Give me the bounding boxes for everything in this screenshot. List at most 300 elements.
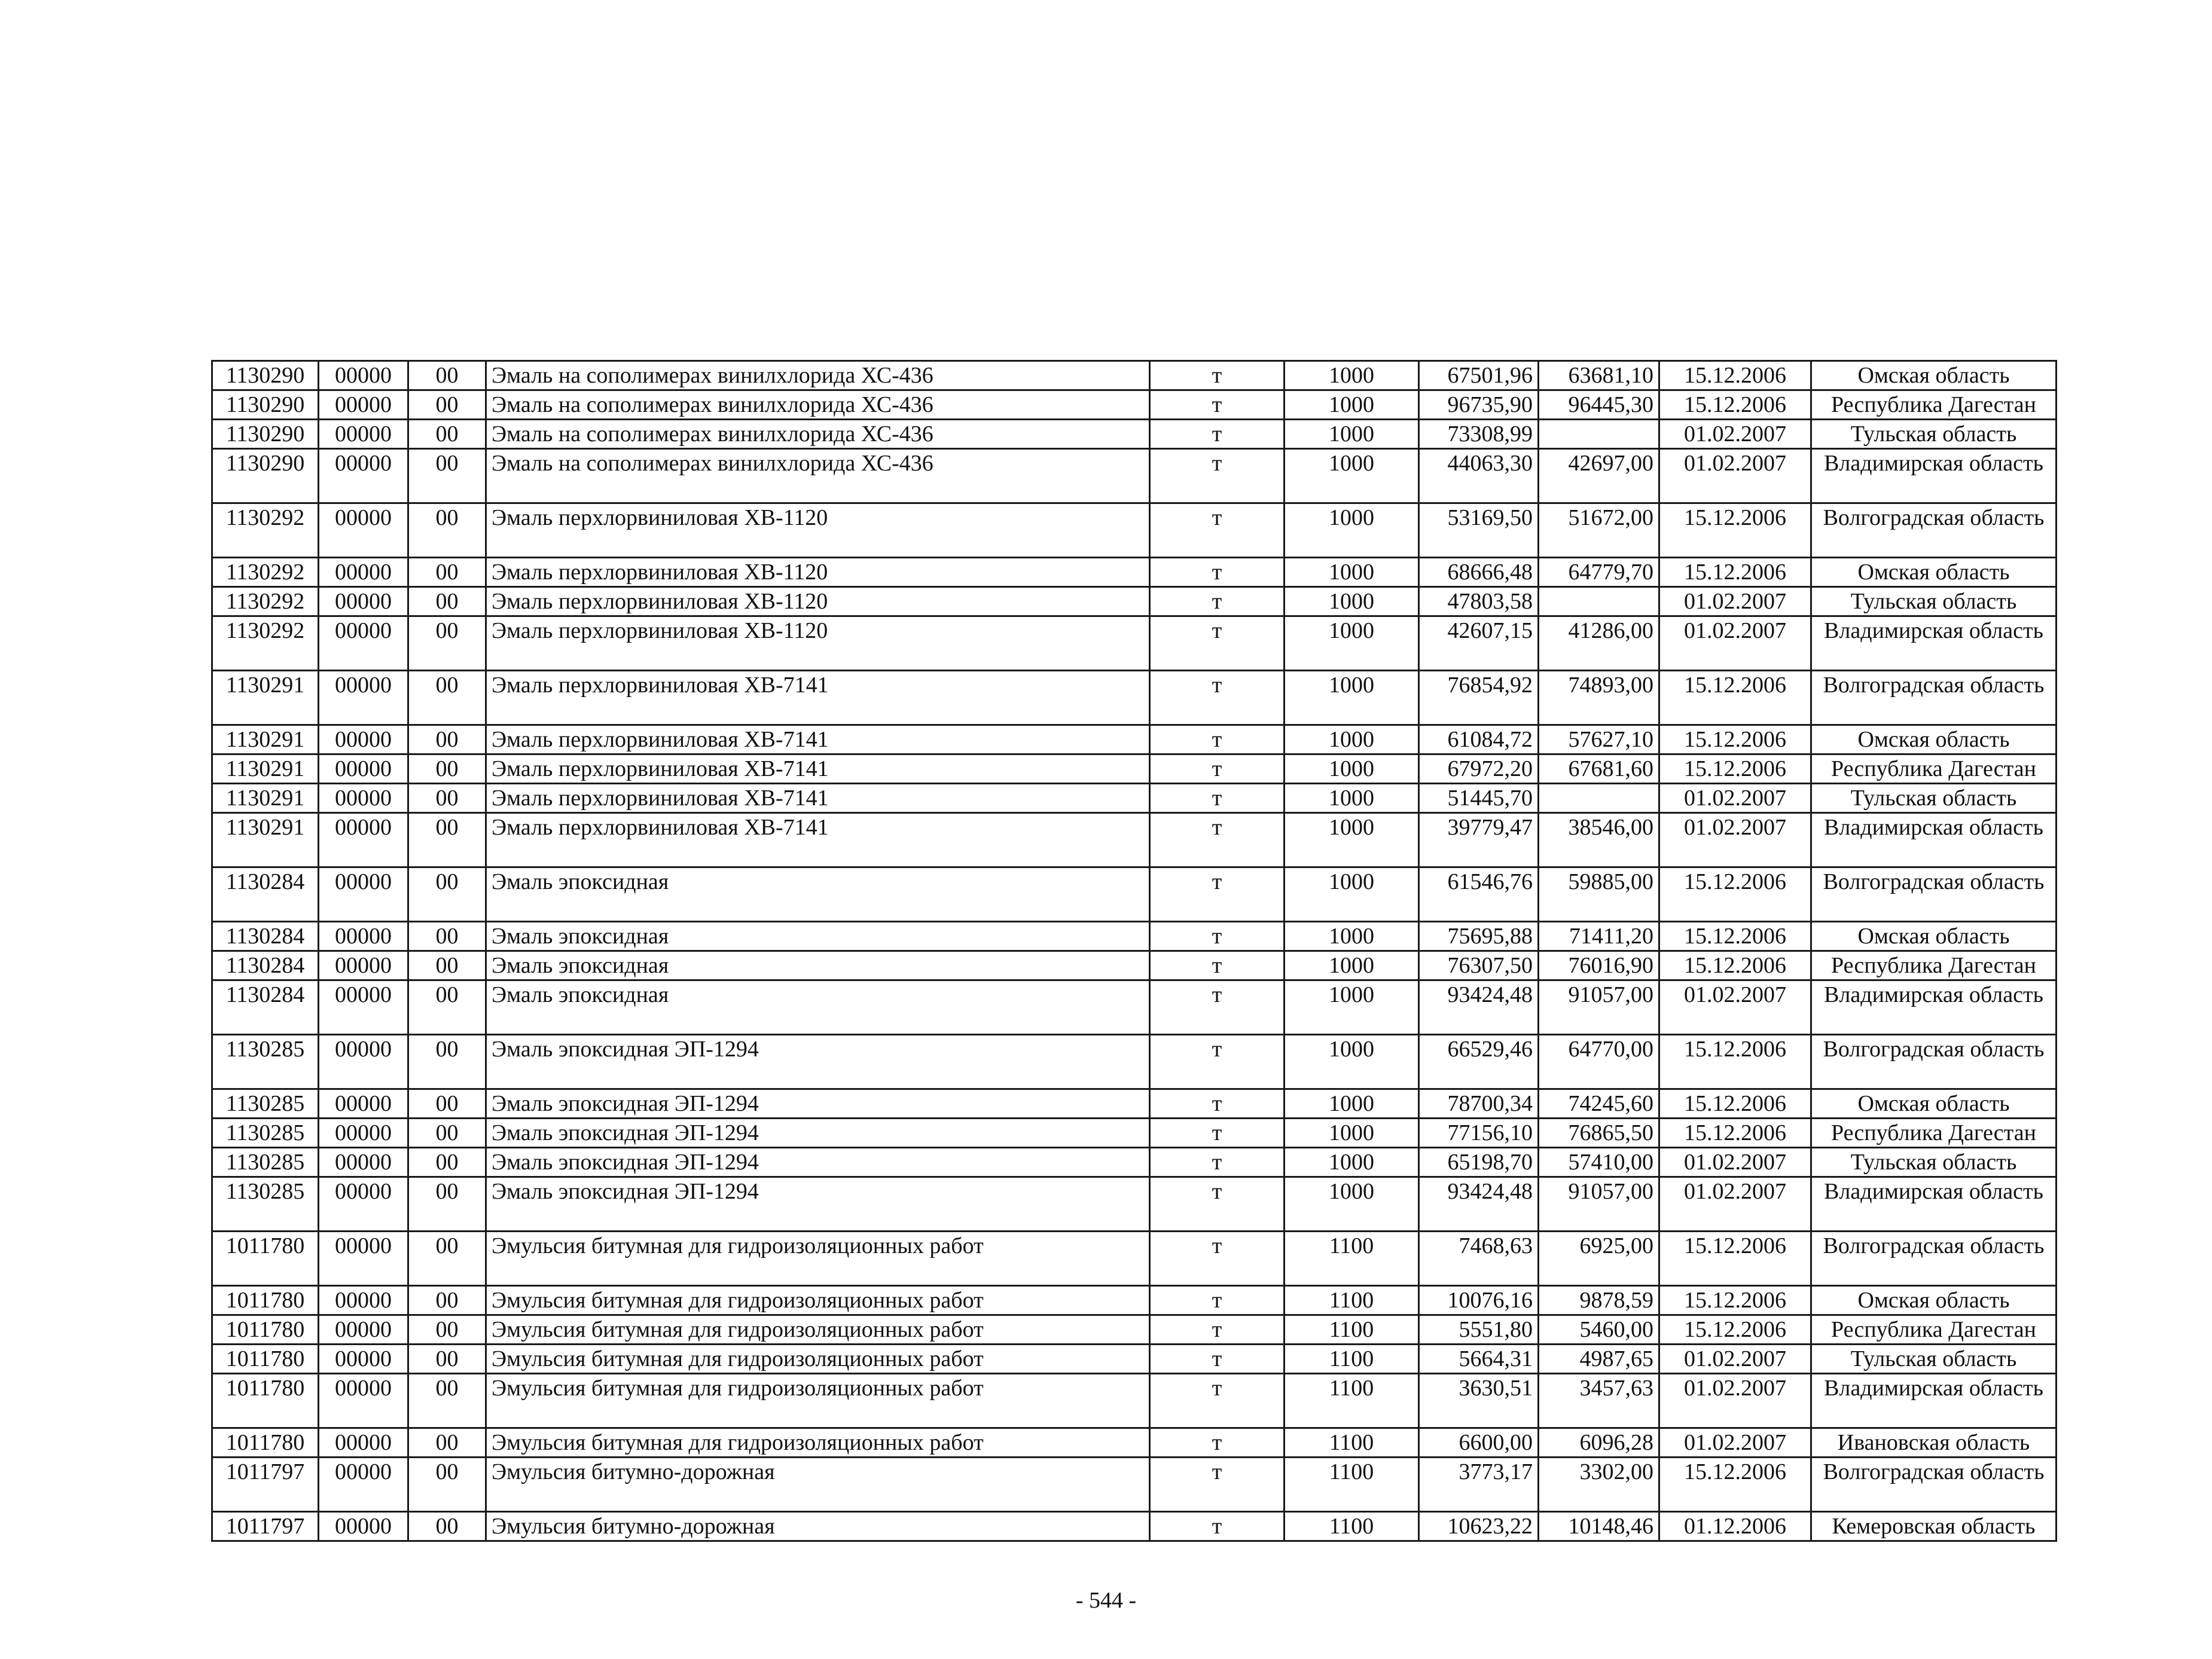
price-cell: 59885,00 xyxy=(1539,867,1659,922)
product-code-cell: 1130285 xyxy=(212,1089,319,1119)
quantity-cell: 1000 xyxy=(1285,980,1419,1035)
extension-cell: 00 xyxy=(408,1119,486,1148)
region-cell: Республика Дагестан xyxy=(1811,1315,2057,1345)
product-name-cell: Эмаль перхлорвиниловая ХВ-1120 xyxy=(486,616,1150,671)
unit-cell: т xyxy=(1150,390,1285,420)
extension-cell: 00 xyxy=(408,725,486,754)
product-code-cell: 1130290 xyxy=(212,449,319,503)
region-cell: Владимирская область xyxy=(1811,980,2057,1035)
region-cell: Волгоградская область xyxy=(1811,503,2057,558)
price-cell: 3302,00 xyxy=(1539,1458,1659,1512)
date-cell: 15.12.2006 xyxy=(1659,1035,1811,1089)
price-cell: 74893,00 xyxy=(1539,671,1659,725)
region-cell: Республика Дагестан xyxy=(1811,754,2057,784)
subcode-cell: 00000 xyxy=(319,1035,408,1089)
extension-cell: 00 xyxy=(408,616,486,671)
quantity-cell: 1100 xyxy=(1285,1286,1419,1315)
region-cell: Омская область xyxy=(1811,725,2057,754)
extension-cell: 00 xyxy=(408,1232,486,1286)
price-with-vat-cell: 66529,46 xyxy=(1419,1035,1539,1089)
date-cell: 15.12.2006 xyxy=(1659,1089,1811,1119)
table-row xyxy=(212,867,2057,922)
date-cell: 01.02.2007 xyxy=(1659,616,1811,671)
region-cell: Тульская область xyxy=(1811,420,2057,449)
price-cell: 5460,00 xyxy=(1539,1315,1659,1345)
product-name-cell: Эмульсия битумная для гидроизоляционных работ xyxy=(486,1232,1150,1286)
price-with-vat-cell: 3630,51 xyxy=(1419,1374,1539,1428)
price-cell: 64779,70 xyxy=(1539,558,1659,587)
product-name-cell: Эмаль эпоксидная xyxy=(486,867,1150,922)
product-name-cell: Эмульсия битумно-дорожная xyxy=(486,1458,1150,1512)
region-cell: Омская область xyxy=(1811,558,2057,587)
product-name-cell: Эмаль перхлорвиниловая ХВ-7141 xyxy=(486,725,1150,754)
date-cell: 15.12.2006 xyxy=(1659,1286,1811,1315)
date-cell: 15.12.2006 xyxy=(1659,951,1811,980)
price-cell: 10148,46 xyxy=(1539,1512,1659,1541)
table-row xyxy=(212,1512,2057,1541)
product-code-cell: 1130291 xyxy=(212,784,319,813)
table-row xyxy=(212,503,2057,558)
unit-cell: т xyxy=(1150,1374,1285,1428)
table-row xyxy=(212,361,2057,390)
unit-cell: т xyxy=(1150,361,1285,390)
extension-cell: 00 xyxy=(408,1315,486,1345)
price-with-vat-cell: 78700,34 xyxy=(1419,1089,1539,1119)
subcode-cell: 00000 xyxy=(319,1315,408,1345)
date-cell: 15.12.2006 xyxy=(1659,922,1811,951)
date-cell: 15.12.2006 xyxy=(1659,1119,1811,1148)
product-name-cell: Эмульсия битумная для гидроизоляционных работ xyxy=(486,1428,1150,1458)
region-cell: Республика Дагестан xyxy=(1811,390,2057,420)
extension-cell: 00 xyxy=(408,1512,486,1541)
date-cell: 15.12.2006 xyxy=(1659,754,1811,784)
price-cell: 57410,00 xyxy=(1539,1148,1659,1177)
price-cell xyxy=(1539,420,1659,449)
table-row xyxy=(212,1315,2057,1345)
quantity-cell: 1000 xyxy=(1285,361,1419,390)
table-row xyxy=(212,1428,2057,1458)
quantity-cell: 1000 xyxy=(1285,558,1419,587)
extension-cell: 00 xyxy=(408,922,486,951)
price-cell: 76865,50 xyxy=(1539,1119,1659,1148)
subcode-cell: 00000 xyxy=(319,754,408,784)
date-cell: 01.02.2007 xyxy=(1659,784,1811,813)
date-cell: 01.02.2007 xyxy=(1659,1428,1811,1458)
extension-cell: 00 xyxy=(408,813,486,867)
subcode-cell: 00000 xyxy=(319,558,408,587)
region-cell: Владимирская область xyxy=(1811,1177,2057,1232)
table-row xyxy=(212,951,2057,980)
quantity-cell: 1000 xyxy=(1285,449,1419,503)
date-cell: 01.02.2007 xyxy=(1659,449,1811,503)
subcode-cell: 00000 xyxy=(319,587,408,616)
region-cell: Волгоградская область xyxy=(1811,1458,2057,1512)
price-with-vat-cell: 61084,72 xyxy=(1419,725,1539,754)
price-with-vat-cell: 96735,90 xyxy=(1419,390,1539,420)
price-with-vat-cell: 65198,70 xyxy=(1419,1148,1539,1177)
unit-cell: т xyxy=(1150,1119,1285,1148)
extension-cell: 00 xyxy=(408,1089,486,1119)
quantity-cell: 1100 xyxy=(1285,1458,1419,1512)
price-with-vat-cell: 76307,50 xyxy=(1419,951,1539,980)
product-name-cell: Эмаль эпоксидная ЭП-1294 xyxy=(486,1177,1150,1232)
extension-cell: 00 xyxy=(408,671,486,725)
unit-cell: т xyxy=(1150,1089,1285,1119)
subcode-cell: 00000 xyxy=(319,449,408,503)
product-name-cell: Эмаль эпоксидная xyxy=(486,951,1150,980)
subcode-cell: 00000 xyxy=(319,616,408,671)
region-cell: Владимирская область xyxy=(1811,1374,2057,1428)
price-with-vat-cell: 5551,80 xyxy=(1419,1315,1539,1345)
table-row xyxy=(212,922,2057,951)
product-code-cell: 1130290 xyxy=(212,420,319,449)
unit-cell: т xyxy=(1150,1315,1285,1345)
unit-cell: т xyxy=(1150,754,1285,784)
quantity-cell: 1000 xyxy=(1285,616,1419,671)
date-cell: 01.02.2007 xyxy=(1659,980,1811,1035)
date-cell: 15.12.2006 xyxy=(1659,725,1811,754)
extension-cell: 00 xyxy=(408,867,486,922)
product-code-cell: 1011797 xyxy=(212,1458,319,1512)
price-cell: 91057,00 xyxy=(1539,1177,1659,1232)
date-cell: 15.12.2006 xyxy=(1659,390,1811,420)
product-name-cell: Эмульсия битумная для гидроизоляционных работ xyxy=(486,1345,1150,1374)
date-cell: 01.02.2007 xyxy=(1659,1148,1811,1177)
table-row xyxy=(212,725,2057,754)
price-cell: 63681,10 xyxy=(1539,361,1659,390)
unit-cell: т xyxy=(1150,1148,1285,1177)
date-cell: 15.12.2006 xyxy=(1659,1232,1811,1286)
region-cell: Владимирская область xyxy=(1811,616,2057,671)
price-cell: 3457,63 xyxy=(1539,1374,1659,1428)
subcode-cell: 00000 xyxy=(319,922,408,951)
product-name-cell: Эмаль перхлорвиниловая ХВ-1120 xyxy=(486,503,1150,558)
price-with-vat-cell: 77156,10 xyxy=(1419,1119,1539,1148)
subcode-cell: 00000 xyxy=(319,1177,408,1232)
product-name-cell: Эмаль перхлорвиниловая ХВ-7141 xyxy=(486,813,1150,867)
table-row xyxy=(212,1286,2057,1315)
product-name-cell: Эмаль эпоксидная ЭП-1294 xyxy=(486,1035,1150,1089)
quantity-cell: 1000 xyxy=(1285,1119,1419,1148)
date-cell: 01.02.2007 xyxy=(1659,1374,1811,1428)
quantity-cell: 1000 xyxy=(1285,867,1419,922)
product-code-cell: 1130291 xyxy=(212,671,319,725)
price-with-vat-cell: 93424,48 xyxy=(1419,1177,1539,1232)
unit-cell: т xyxy=(1150,671,1285,725)
region-cell: Владимирская область xyxy=(1811,449,2057,503)
region-cell: Волгоградская область xyxy=(1811,1232,2057,1286)
unit-cell: т xyxy=(1150,1177,1285,1232)
table-row xyxy=(212,1148,2057,1177)
extension-cell: 00 xyxy=(408,980,486,1035)
table-row xyxy=(212,449,2057,503)
product-code-cell: 1011780 xyxy=(212,1428,319,1458)
region-cell: Волгоградская область xyxy=(1811,671,2057,725)
quantity-cell: 1100 xyxy=(1285,1232,1419,1286)
price-with-vat-cell: 51445,70 xyxy=(1419,784,1539,813)
price-with-vat-cell: 53169,50 xyxy=(1419,503,1539,558)
region-cell: Омская область xyxy=(1811,1089,2057,1119)
date-cell: 15.12.2006 xyxy=(1659,558,1811,587)
region-cell: Республика Дагестан xyxy=(1811,951,2057,980)
price-cell: 41286,00 xyxy=(1539,616,1659,671)
product-code-cell: 1130292 xyxy=(212,587,319,616)
extension-cell: 00 xyxy=(408,1286,486,1315)
extension-cell: 00 xyxy=(408,1374,486,1428)
table-row xyxy=(212,1119,2057,1148)
product-name-cell: Эмаль на сополимерах винилхлорида ХС-436 xyxy=(486,449,1150,503)
table-row xyxy=(212,1035,2057,1089)
price-cell: 71411,20 xyxy=(1539,922,1659,951)
table-row xyxy=(212,390,2057,420)
table-row xyxy=(212,587,2057,616)
product-code-cell: 1130291 xyxy=(212,725,319,754)
extension-cell: 00 xyxy=(408,390,486,420)
subcode-cell: 00000 xyxy=(319,503,408,558)
product-code-cell: 1130285 xyxy=(212,1148,319,1177)
extension-cell: 00 xyxy=(408,361,486,390)
price-with-vat-cell: 67501,96 xyxy=(1419,361,1539,390)
subcode-cell: 00000 xyxy=(319,1458,408,1512)
extension-cell: 00 xyxy=(408,754,486,784)
extension-cell: 00 xyxy=(408,503,486,558)
table-row xyxy=(212,754,2057,784)
product-code-cell: 1130292 xyxy=(212,558,319,587)
product-name-cell: Эмаль перхлорвиниловая ХВ-1120 xyxy=(486,558,1150,587)
product-name-cell: Эмульсия битумная для гидроизоляционных работ xyxy=(486,1374,1150,1428)
price-cell: 57627,10 xyxy=(1539,725,1659,754)
quantity-cell: 1000 xyxy=(1285,951,1419,980)
quantity-cell: 1100 xyxy=(1285,1428,1419,1458)
price-cell: 42697,00 xyxy=(1539,449,1659,503)
table-row xyxy=(212,980,2057,1035)
date-cell: 15.12.2006 xyxy=(1659,361,1811,390)
region-cell: Республика Дагестан xyxy=(1811,1119,2057,1148)
subcode-cell: 00000 xyxy=(319,1148,408,1177)
unit-cell: т xyxy=(1150,449,1285,503)
region-cell: Кемеровская область xyxy=(1811,1512,2057,1541)
price-cell: 6096,28 xyxy=(1539,1428,1659,1458)
date-cell: 01.02.2007 xyxy=(1659,420,1811,449)
product-name-cell: Эмаль на сополимерах винилхлорида ХС-436 xyxy=(486,390,1150,420)
price-cell: 9878,59 xyxy=(1539,1286,1659,1315)
product-code-cell: 1130291 xyxy=(212,813,319,867)
quantity-cell: 1100 xyxy=(1285,1374,1419,1428)
table-row xyxy=(212,671,2057,725)
price-cell: 91057,00 xyxy=(1539,980,1659,1035)
price-with-vat-cell: 76854,92 xyxy=(1419,671,1539,725)
price-cell: 4987,65 xyxy=(1539,1345,1659,1374)
product-code-cell: 1130285 xyxy=(212,1177,319,1232)
extension-cell: 00 xyxy=(408,1428,486,1458)
price-cell xyxy=(1539,784,1659,813)
table-row xyxy=(212,558,2057,587)
table-row xyxy=(212,813,2057,867)
quantity-cell: 1000 xyxy=(1285,922,1419,951)
product-name-cell: Эмаль на сополимерах винилхлорида ХС-436 xyxy=(486,420,1150,449)
extension-cell: 00 xyxy=(408,558,486,587)
price-cell: 67681,60 xyxy=(1539,754,1659,784)
extension-cell: 00 xyxy=(408,1148,486,1177)
page-number: - 544 - xyxy=(1075,1588,1137,1613)
price-with-vat-cell: 93424,48 xyxy=(1419,980,1539,1035)
unit-cell: т xyxy=(1150,1345,1285,1374)
price-cell xyxy=(1539,587,1659,616)
price-with-vat-cell: 10076,16 xyxy=(1419,1286,1539,1315)
unit-cell: т xyxy=(1150,503,1285,558)
quantity-cell: 1000 xyxy=(1285,1148,1419,1177)
quantity-cell: 1000 xyxy=(1285,813,1419,867)
subcode-cell: 00000 xyxy=(319,390,408,420)
region-cell: Волгоградская область xyxy=(1811,867,2057,922)
product-code-cell: 1130292 xyxy=(212,616,319,671)
subcode-cell: 00000 xyxy=(319,1119,408,1148)
region-cell: Омская область xyxy=(1811,361,2057,390)
unit-cell: т xyxy=(1150,1428,1285,1458)
unit-cell: т xyxy=(1150,616,1285,671)
date-cell: 01.12.2006 xyxy=(1659,1512,1811,1541)
table-body xyxy=(212,361,2057,1541)
subcode-cell: 00000 xyxy=(319,980,408,1035)
price-with-vat-cell: 73308,99 xyxy=(1419,420,1539,449)
subcode-cell: 00000 xyxy=(319,1374,408,1428)
price-with-vat-cell: 7468,63 xyxy=(1419,1232,1539,1286)
quantity-cell: 1000 xyxy=(1285,587,1419,616)
subcode-cell: 00000 xyxy=(319,867,408,922)
unit-cell: т xyxy=(1150,951,1285,980)
unit-cell: т xyxy=(1150,558,1285,587)
price-with-vat-cell: 47803,58 xyxy=(1419,587,1539,616)
subcode-cell: 00000 xyxy=(319,1089,408,1119)
extension-cell: 00 xyxy=(408,1345,486,1374)
quantity-cell: 1000 xyxy=(1285,503,1419,558)
unit-cell: т xyxy=(1150,980,1285,1035)
unit-cell: т xyxy=(1150,867,1285,922)
extension-cell: 00 xyxy=(408,1177,486,1232)
price-with-vat-cell: 44063,30 xyxy=(1419,449,1539,503)
product-name-cell: Эмаль эпоксидная ЭП-1294 xyxy=(486,1119,1150,1148)
product-name-cell: Эмаль перхлорвиниловая ХВ-1120 xyxy=(486,587,1150,616)
region-cell: Тульская область xyxy=(1811,1345,2057,1374)
table-row xyxy=(212,1232,2057,1286)
product-name-cell: Эмаль эпоксидная xyxy=(486,922,1150,951)
product-code-cell: 1011780 xyxy=(212,1232,319,1286)
price-with-vat-cell: 61546,76 xyxy=(1419,867,1539,922)
unit-cell: т xyxy=(1150,784,1285,813)
region-cell: Тульская область xyxy=(1811,587,2057,616)
date-cell: 15.12.2006 xyxy=(1659,503,1811,558)
quantity-cell: 1000 xyxy=(1285,420,1419,449)
subcode-cell: 00000 xyxy=(319,1345,408,1374)
subcode-cell: 00000 xyxy=(319,361,408,390)
quantity-cell: 1100 xyxy=(1285,1512,1419,1541)
price-cell: 51672,00 xyxy=(1539,503,1659,558)
region-cell: Ивановская область xyxy=(1811,1428,2057,1458)
unit-cell: т xyxy=(1150,725,1285,754)
date-cell: 01.02.2007 xyxy=(1659,587,1811,616)
table-row xyxy=(212,1374,2057,1428)
region-cell: Тульская область xyxy=(1811,1148,2057,1177)
extension-cell: 00 xyxy=(408,1458,486,1512)
subcode-cell: 00000 xyxy=(319,1286,408,1315)
region-cell: Омская область xyxy=(1811,1286,2057,1315)
quantity-cell: 1000 xyxy=(1285,671,1419,725)
price-with-vat-cell: 42607,15 xyxy=(1419,616,1539,671)
product-name-cell: Эмаль эпоксидная ЭП-1294 xyxy=(486,1148,1150,1177)
price-cell: 6925,00 xyxy=(1539,1232,1659,1286)
product-code-cell: 1130284 xyxy=(212,951,319,980)
date-cell: 15.12.2006 xyxy=(1659,671,1811,725)
quantity-cell: 1000 xyxy=(1285,1177,1419,1232)
table-row xyxy=(212,616,2057,671)
date-cell: 01.02.2007 xyxy=(1659,1177,1811,1232)
date-cell: 01.02.2007 xyxy=(1659,1345,1811,1374)
quantity-cell: 1000 xyxy=(1285,1035,1419,1089)
price-table xyxy=(211,360,2057,1542)
table-row xyxy=(212,1345,2057,1374)
price-with-vat-cell: 39779,47 xyxy=(1419,813,1539,867)
product-name-cell: Эмульсия битумно-дорожная xyxy=(486,1512,1150,1541)
price-with-vat-cell: 10623,22 xyxy=(1419,1512,1539,1541)
table-row xyxy=(212,1458,2057,1512)
product-code-cell: 1011797 xyxy=(212,1512,319,1541)
subcode-cell: 00000 xyxy=(319,813,408,867)
quantity-cell: 1100 xyxy=(1285,1315,1419,1345)
price-with-vat-cell: 3773,17 xyxy=(1419,1458,1539,1512)
region-cell: Волгоградская область xyxy=(1811,1035,2057,1089)
subcode-cell: 00000 xyxy=(319,784,408,813)
unit-cell: т xyxy=(1150,420,1285,449)
quantity-cell: 1000 xyxy=(1285,1089,1419,1119)
product-name-cell: Эмаль на сополимерах винилхлорида ХС-436 xyxy=(486,361,1150,390)
product-code-cell: 1011780 xyxy=(212,1286,319,1315)
date-cell: 15.12.2006 xyxy=(1659,1315,1811,1345)
product-name-cell: Эмаль перхлорвиниловая ХВ-7141 xyxy=(486,754,1150,784)
price-cell: 96445,30 xyxy=(1539,390,1659,420)
price-cell: 74245,60 xyxy=(1539,1089,1659,1119)
product-name-cell: Эмаль перхлорвиниловая ХВ-7141 xyxy=(486,784,1150,813)
product-code-cell: 1130290 xyxy=(212,390,319,420)
extension-cell: 00 xyxy=(408,1035,486,1089)
unit-cell: т xyxy=(1150,587,1285,616)
unit-cell: т xyxy=(1150,1035,1285,1089)
product-code-cell: 1130285 xyxy=(212,1035,319,1089)
product-code-cell: 1011780 xyxy=(212,1345,319,1374)
subcode-cell: 00000 xyxy=(319,671,408,725)
unit-cell: т xyxy=(1150,813,1285,867)
region-cell: Омская область xyxy=(1811,922,2057,951)
product-name-cell: Эмаль эпоксидная ЭП-1294 xyxy=(486,1089,1150,1119)
quantity-cell: 1000 xyxy=(1285,390,1419,420)
date-cell: 15.12.2006 xyxy=(1659,867,1811,922)
product-code-cell: 1130291 xyxy=(212,754,319,784)
price-with-vat-cell: 67972,20 xyxy=(1419,754,1539,784)
table-row xyxy=(212,1089,2057,1119)
product-name-cell: Эмаль перхлорвиниловая ХВ-7141 xyxy=(486,671,1150,725)
subcode-cell: 00000 xyxy=(319,1428,408,1458)
product-name-cell: Эмульсия битумная для гидроизоляционных работ xyxy=(486,1286,1150,1315)
subcode-cell: 00000 xyxy=(319,1232,408,1286)
quantity-cell: 1000 xyxy=(1285,725,1419,754)
table-row xyxy=(212,1177,2057,1232)
product-code-cell: 1130284 xyxy=(212,867,319,922)
price-with-vat-cell: 6600,00 xyxy=(1419,1428,1539,1458)
date-cell: 15.12.2006 xyxy=(1659,1458,1811,1512)
extension-cell: 00 xyxy=(408,784,486,813)
quantity-cell: 1000 xyxy=(1285,754,1419,784)
price-with-vat-cell: 75695,88 xyxy=(1419,922,1539,951)
price-cell: 76016,90 xyxy=(1539,951,1659,980)
